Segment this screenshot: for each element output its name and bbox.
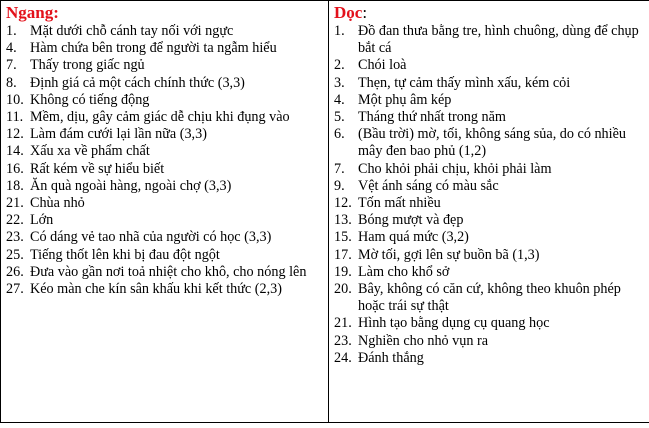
ngang-clue-text: Ăn quà ngoài hàng, ngoài chợ (3,3) [30,177,232,194]
ngang-clue-item [6,92,324,109]
doc-clue-number: 6. [334,126,345,143]
doc-clue-number: 12. [334,195,352,212]
doc-clue-number: 13. [334,212,352,229]
doc-clue-text: Mờ tối, gợi lên sự buồn bã (1,3) [358,246,540,263]
doc-clue-text: (Bầu trời) mờ, tối, không sáng sủa, do có nhiều mây đen bao phủ (1,2) [358,126,626,160]
doc-clue-text: Tốn mất nhiều [358,195,441,212]
ngang-clue-number: 1. [6,23,17,39]
doc-clue-item [334,195,648,212]
ngang-clue-item [6,195,324,212]
doc-clue-text: Thẹn, tự cảm thấy mình xấu, kém cỏi [358,74,571,91]
ngang-clue-text: Hàm chứa bên trong để người ta ngẫm hiểu [30,40,277,57]
ngang-clue-number: 22. [6,212,24,229]
ngang-column [1,1,329,423]
ngang-clue-item [6,40,324,57]
doc-clue-list [334,23,648,367]
doc-clue-text: Vệt ánh sáng có màu sắc [358,177,499,194]
doc-clue-item [334,229,648,246]
doc-clue-item [334,350,648,367]
doc-clue-text: Đồ đan thưa bằng tre, hình chuông, dùng để chụp bắt cá [358,23,639,57]
ngang-clue-item [6,109,324,126]
ngang-clue-item [6,75,324,92]
ngang-clue-number: 14. [6,143,24,160]
ngang-clue-number: 18. [6,177,24,194]
doc-clue-number: 7. [334,160,345,177]
doc-clue-number: 2. [334,57,345,74]
doc-clue-item [334,247,648,264]
doc-clue-item [334,109,648,126]
doc-clue-item [334,23,648,57]
ngang-clue-text: Mặt dưới chỗ cánh tay nối với ngực [30,23,234,39]
ngang-clue-text: Không có tiếng động [30,91,150,108]
ngang-clue-item [6,126,324,143]
doc-column [329,1,649,423]
ngang-clue-list [6,23,324,298]
doc-clue-number: 19. [334,263,352,280]
doc-clue-text: Làm cho khổ sở [358,263,450,280]
doc-clue-item [334,92,648,109]
clue-table-row [1,1,649,423]
doc-clue-item [334,161,648,178]
doc-clue-number: 23. [334,332,352,349]
ngang-clue-item [6,247,324,264]
doc-clue-text: Chói loà [358,57,407,74]
ngang-clue-text: Làm đám cưới lại lần nữa (3,3) [30,126,207,143]
ngang-clue-item [6,212,324,229]
ngang-clue-text: Thấy trong giấc ngủ [30,57,145,74]
doc-clue-item [334,212,648,229]
ngang-clue-text: Mềm, dịu, gây cảm giác dễ chịu khi đụng vào [30,109,290,126]
doc-clue-item [334,333,648,350]
ngang-clue-item [6,264,324,281]
ngang-clue-text: Rất kém về sự hiểu biết [30,160,165,177]
ngang-clue-item [6,161,324,178]
ngang-heading-label: Ngang [6,3,54,22]
doc-clue-text: Bóng mượt và đẹp [358,212,464,229]
doc-clue-number: 9. [334,177,345,194]
ngang-clue-number: 27. [6,281,24,298]
ngang-heading [6,3,324,22]
doc-clue-item [334,75,648,92]
ngang-clue-item [6,281,324,298]
doc-clue-item [334,178,648,195]
ngang-clue-number: 12. [6,126,24,143]
doc-clue-text: Cho khỏi phải chịu, khỏi phải làm [358,160,552,177]
doc-clue-number: 15. [334,229,352,246]
ngang-clue-number: 23. [6,229,24,246]
doc-clue-number: 24. [334,349,352,366]
doc-clue-item [334,264,648,281]
ngang-clue-text: Xấu xa về phẩm chất [30,143,150,160]
ngang-clue-text: Tiếng thốt lên khi bị đau đột ngột [30,246,220,263]
doc-clue-number: 21. [334,315,352,332]
ngang-clue-item [6,143,324,160]
doc-heading-colon: : [362,3,368,22]
ngang-clue-text: Lớn [30,212,54,229]
doc-clue-text: Một phụ âm kép [358,91,452,108]
ngang-heading-colon: : [53,3,59,22]
doc-clue-item [334,126,648,160]
doc-clue-number: 1. [334,23,345,39]
doc-clue-item [334,315,648,332]
ngang-clue-number: 16. [6,160,24,177]
ngang-clue-text: Chùa nhỏ [30,195,85,212]
ngang-clue-item [6,178,324,195]
doc-clue-item [334,281,648,315]
doc-clue-number: 3. [334,74,345,91]
doc-heading-label: Dọc [334,3,363,22]
ngang-clue-item [6,229,324,246]
doc-clue-text: Hình tạo bằng dụng cụ quang học [358,315,550,332]
ngang-clue-number: 10. [6,91,24,108]
ngang-clue-text: Kéo màn che kín sân khấu khi kết thức (2,3) [30,281,282,298]
doc-clue-number: 20. [334,281,352,298]
doc-heading [334,3,648,22]
ngang-clue-number: 21. [6,195,24,212]
ngang-clue-number: 25. [6,246,24,263]
doc-clue-number: 4. [334,91,345,108]
doc-clue-item [334,57,648,74]
ngang-clue-item [6,57,324,74]
ngang-clue-item [6,23,324,40]
doc-clue-text: Ham quá mức (3,2) [358,229,469,246]
ngang-clue-text: Định giá cả một cách chính thức (3,3) [30,74,245,91]
ngang-clue-number: 4. [6,40,17,57]
doc-clue-text: Bây, không có căn cứ, không theo khuôn phép hoặc trái sự thật [358,281,621,315]
doc-clue-number: 5. [334,109,345,126]
doc-clue-text: Nghiền cho nhỏ vụn ra [358,332,489,349]
ngang-clue-number: 8. [6,74,17,91]
doc-clue-text: Tháng thứ nhất trong năm [358,109,506,126]
ngang-clue-number: 26. [6,263,24,280]
ngang-clue-number: 11. [6,109,24,126]
doc-clue-number: 17. [334,246,352,263]
ngang-clue-number: 7. [6,57,17,74]
doc-clue-text: Đánh thắng [358,349,424,366]
ngang-clue-text: Đưa vào gần nơi toả nhiệt cho khô, cho nóng lên [30,263,307,280]
ngang-clue-text: Có dáng vẻ tao nhã của người có học (3,3) [30,229,272,246]
